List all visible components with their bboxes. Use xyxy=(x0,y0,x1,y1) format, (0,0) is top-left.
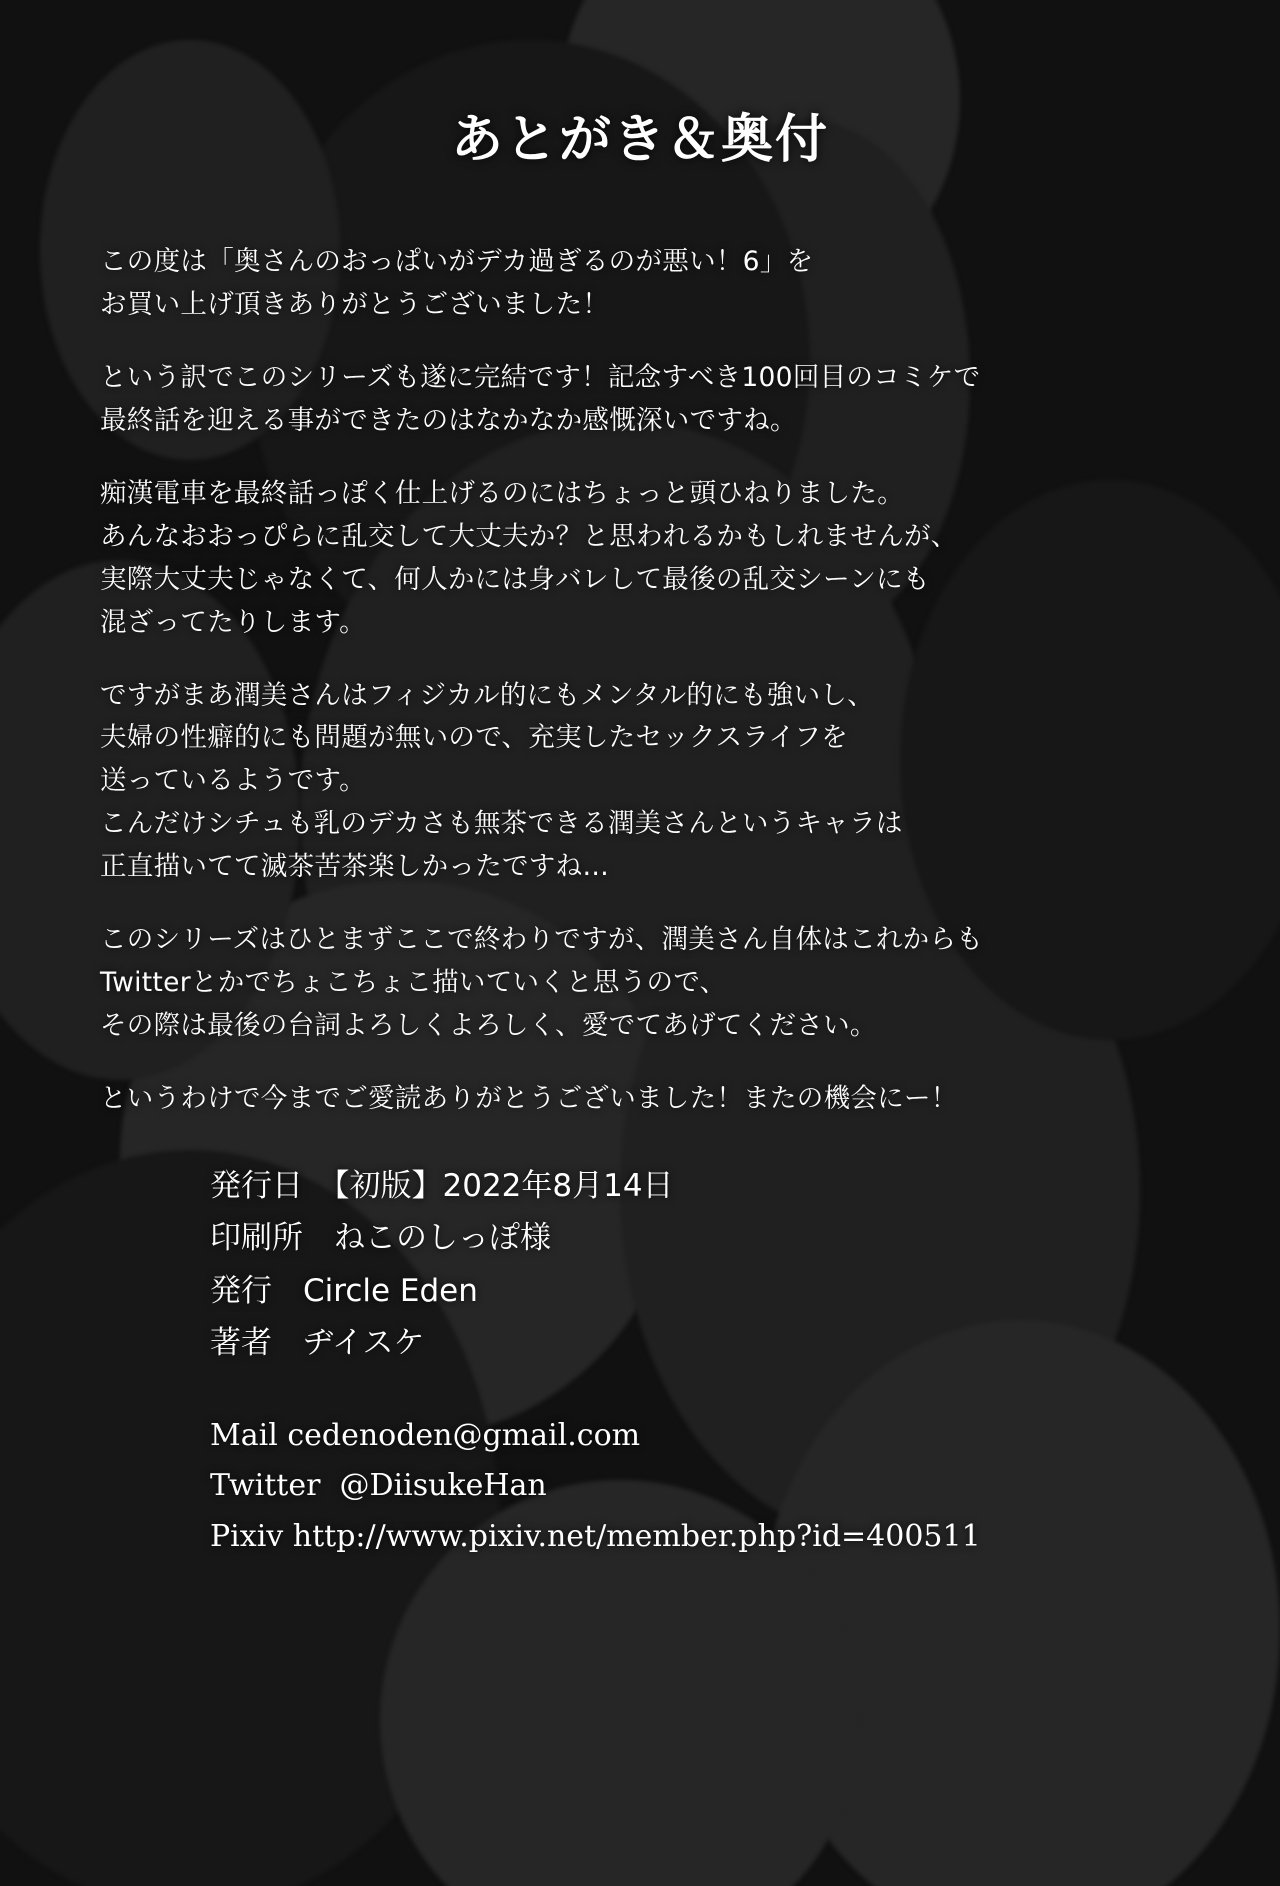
afterword-line: その際は最後の台詞よろしくよろしく、愛でてあげてください。 xyxy=(100,1010,877,1042)
colophon-printer: 印刷所 ねこのしっぽ様 xyxy=(210,1220,551,1257)
contact-block xyxy=(210,1413,1280,1561)
contact-pixiv: Pixiv http://www.pixiv.net/member.php?id=400511 xyxy=(210,1518,981,1554)
afterword-line: 正直描いてて滅茶苦茶楽しかったですね… xyxy=(100,851,610,883)
colophon-author: 著者 ヂイスケ xyxy=(210,1325,425,1362)
afterword-paragraph xyxy=(100,241,1190,327)
afterword-line: 実際大丈夫じゃなくて、何人かには身バレして最後の乱交シーンにも xyxy=(100,563,930,595)
afterword-line: あんなおおっぴらに乱交して大丈夫か？と思われるかもしれませんが、 xyxy=(100,520,958,552)
afterword-line: 送っているようです。 xyxy=(100,765,366,797)
colophon-publisher: 発行 Circle Eden xyxy=(210,1272,478,1309)
afterword-line: ですがまあ潤美さんはフィジカル的にもメンタル的にも強いし、 xyxy=(100,679,875,711)
page-title: あとがき＆奥付 xyxy=(450,110,829,170)
afterword-line: 痴漢電車を最終話っぽく仕上げるのにはちょっと頭ひねりました。 xyxy=(100,477,904,509)
afterword-line: 最終話を迎える事ができたのはなかなか感慨深いですね。 xyxy=(100,404,797,436)
colophon-block xyxy=(210,1163,1280,1367)
afterword-body xyxy=(100,241,1190,1121)
colophon-publication-date: 発行日 【初版】2022年8月14日 xyxy=(210,1167,674,1204)
afterword-line: という訳でこのシリーズも遂に完結です！記念すべき100回目のコミケで xyxy=(100,362,981,394)
afterword-paragraph xyxy=(100,1078,1190,1121)
afterword-line: この度は「奥さんのおっぱいがデカ過ぎるのが悪い！6」を xyxy=(100,246,814,278)
afterword-line: Twitterとかでちょこちょこ描いていくと思うので、 xyxy=(100,967,727,999)
afterword-line: こんだけシチュも乳のデカさも無茶できる潤美さんというキャラは xyxy=(100,808,903,840)
contact-mail: Mail cedenoden@gmail.com xyxy=(210,1417,641,1453)
afterword-line: 夫婦の性癖的にも問題が無いので、充実したセックスライフを xyxy=(100,722,849,754)
afterword-line: 混ざってたりします。 xyxy=(100,606,366,638)
contact-twitter: Twitter @DiisukeHan xyxy=(210,1468,547,1504)
afterword-paragraph xyxy=(100,357,1190,443)
afterword-paragraph xyxy=(100,919,1190,1048)
afterword-paragraph xyxy=(100,473,1190,645)
afterword-line: このシリーズはひとまずここで終わりですが、潤美さん自体はこれからも xyxy=(100,924,984,956)
afterword-line: お買い上げ頂きありがとうございました！ xyxy=(100,289,610,321)
page-content xyxy=(0,112,1280,1560)
afterword-line: というわけで今までご愛読ありがとうございました！またの機会にー！ xyxy=(100,1082,958,1114)
afterword-paragraph xyxy=(100,675,1190,890)
